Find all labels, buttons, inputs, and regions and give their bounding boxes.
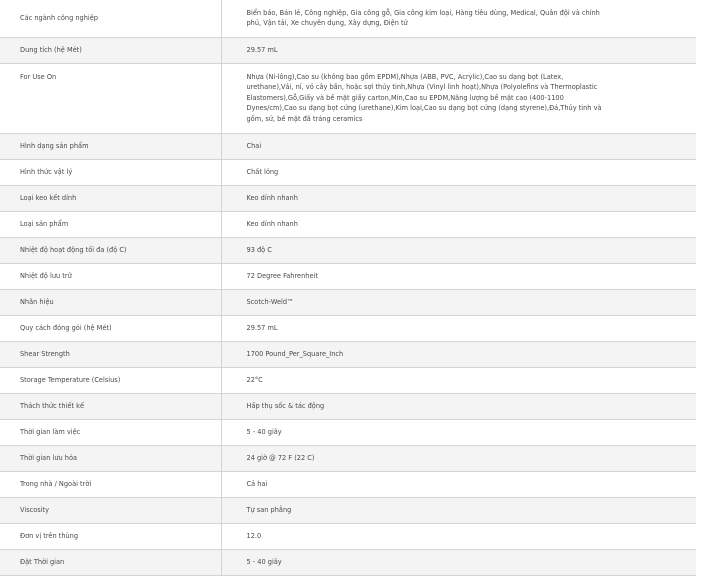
spec-label: Thách thức thiết kế — [0, 393, 221, 419]
spec-value: Keo dính nhanh — [221, 185, 696, 211]
spec-row-storage-temp — [0, 263, 696, 289]
spec-value: 24 giờ @ 72 F (22 C) — [221, 445, 696, 471]
spec-row-brand — [0, 289, 696, 315]
spec-label: Các ngành công nghiệp — [0, 0, 221, 37]
spec-label: Đơn vị trên thùng — [0, 523, 221, 549]
spec-row-design-challenge — [0, 393, 696, 419]
spec-label: Viscosity — [0, 497, 221, 523]
spec-row-working-time — [0, 419, 696, 445]
spec-row-indoor-outdoor — [0, 471, 696, 497]
spec-value: Biển báo, Bán lẻ, Công nghiệp, Gia công gỗ, Gia công kim loại, Hàng tiêu dùng, Medical, Quân đội và chính phủ, Vận tải, Xe chuyên dụng, Xây dựng, Điện tử — [221, 0, 696, 37]
spec-label: Storage Temperature (Celsius) — [0, 367, 221, 393]
spec-label: Hình thức vật lý — [0, 159, 221, 185]
spec-value: Hấp thụ sốc & tác động — [221, 393, 696, 419]
spec-value: 29.57 mL — [221, 315, 696, 341]
spec-row-set-time — [0, 549, 696, 575]
spec-value: Scotch-Weld™ — [221, 289, 696, 315]
spec-value: Chai — [221, 133, 696, 159]
spec-row-adhesive-type — [0, 185, 696, 211]
spec-row-viscosity — [0, 497, 696, 523]
spec-label: Hình dạng sản phẩm — [0, 133, 221, 159]
spec-row-cure-time — [0, 445, 696, 471]
spec-value: Keo dính nhanh — [221, 211, 696, 237]
spec-row-volume — [0, 37, 696, 63]
spec-label: Shear Strength — [0, 341, 221, 367]
spec-row-package-size — [0, 315, 696, 341]
page-margin — [696, 0, 713, 582]
spec-row-storage-temp-celsius — [0, 367, 696, 393]
spec-value: 72 Degree Fahrenheit — [221, 263, 696, 289]
spec-label: Nhiệt độ lưu trữ — [0, 263, 221, 289]
spec-label: Nhiệt độ hoạt động tối đa (độ C) — [0, 237, 221, 263]
spec-label: Loại sản phẩm — [0, 211, 221, 237]
spec-row-physical-form — [0, 159, 696, 185]
spec-value: 1700 Pound_Per_Square_Inch — [221, 341, 696, 367]
spec-value: Cả hai — [221, 471, 696, 497]
spec-value: 5 - 40 giây — [221, 419, 696, 445]
spec-row-max-operating-temp — [0, 237, 696, 263]
spec-row-product-shape — [0, 133, 696, 159]
spec-label: Quy cách đóng gói (hệ Mét) — [0, 315, 221, 341]
spec-label: Thời gian làm việc — [0, 419, 221, 445]
spec-row-units-per-case — [0, 523, 696, 549]
spec-label: Nhãn hiệu — [0, 289, 221, 315]
spec-label: Dung tích (hệ Mét) — [0, 37, 221, 63]
spec-value: Chất lỏng — [221, 159, 696, 185]
spec-label: Thời gian lưu hóa — [0, 445, 221, 471]
spec-value: Tự san phẳng — [221, 497, 696, 523]
spec-value: 22°C — [221, 367, 696, 393]
spec-row-for-use-on — [0, 63, 696, 133]
spec-label: Đặt Thời gian — [0, 549, 221, 575]
spec-label: Loại keo kết dính — [0, 185, 221, 211]
spec-value: 5 - 40 giây — [221, 549, 696, 575]
spec-row-shear-strength — [0, 341, 696, 367]
spec-value: 29.57 mL — [221, 37, 696, 63]
spec-value: 12.0 — [221, 523, 696, 549]
spec-value: Nhựa (Ni-lông),Cao su (không bao gồm EPDM),Nhựa (ABB, PVC, Acrylic),Cao su dạng bọt (Latex, urethane),Vải, nỉ, vỏ cây bần, hoặc sợi thủy tinh,Nhựa (Vinyl linh hoạt),Nhựa (Polyolefins và Thermoplastic Elastomers),Gỗ,Giấy và bề mặt giấy carton,Min,Cao su EPDM,Năng lượng bề mặt cao (400-1100 Dynes/cm),Cao su dạng bọt cứng (urethane),Kim loại,Cao su dạng bọt cứng (dạng styrene),Đá,Thủy tinh và gốm, sứ, bề mặt đã tráng ceramics — [221, 63, 696, 133]
spec-value: 93 độ C — [221, 237, 696, 263]
spec-label: For Use On — [0, 63, 221, 133]
spec-row-product-type — [0, 211, 696, 237]
spec-row-industries — [0, 0, 696, 37]
spec-label: Trong nhà / Ngoài trời — [0, 471, 221, 497]
